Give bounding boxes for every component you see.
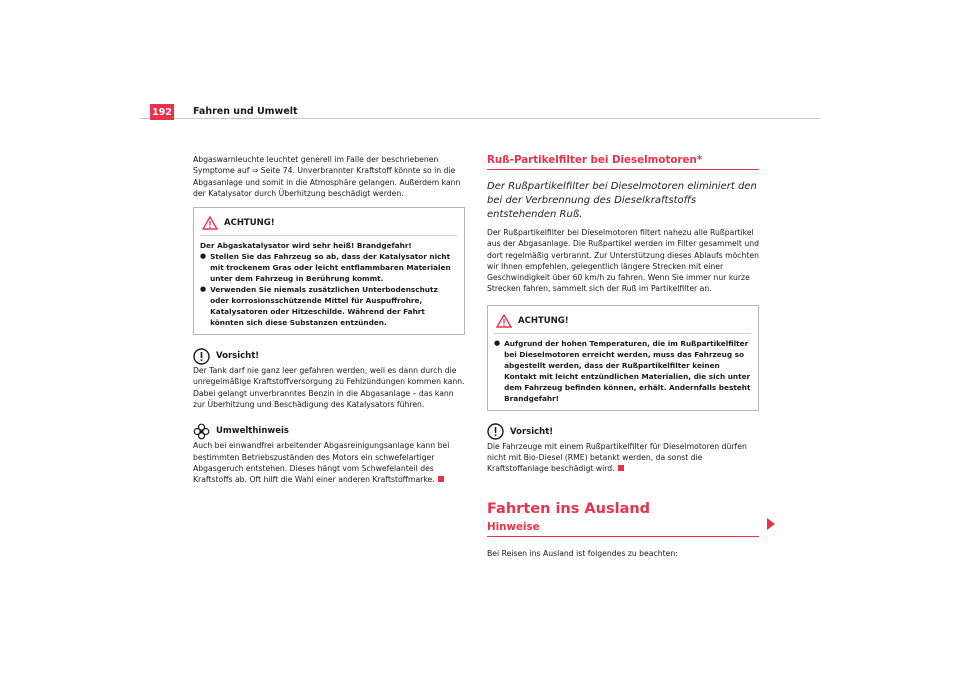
environment-header	[193, 422, 465, 440]
dpf-warning-box	[487, 305, 759, 411]
dpf-warning-divider	[494, 333, 751, 334]
header-rule	[140, 118, 820, 119]
left-column	[193, 154, 465, 486]
dpf-warning-title: ACHTUNG!	[518, 315, 569, 326]
hints-text: Bei Reisen ins Ausland ist folgendes zu beachten:	[487, 548, 678, 558]
warning-triangle-icon	[496, 314, 512, 328]
dpf-caution-text-body: Die Fahrzeuge mit einem Rußpartikelfilter für Dieselmotoren dürfen nicht mit Bio-Diesel (RME) betankt werden, da sonst die Kraftstoffanlage beschädigt wird.	[487, 441, 747, 474]
continue-arrow-icon	[767, 518, 775, 530]
dpf-heading: Ruß-Partikelfilter bei Dieselmotoren*	[487, 154, 759, 170]
end-of-section-mark	[438, 476, 444, 482]
dpf-body: Der Rußpartikelfilter bei Dieselmotoren filtert nahezu alle Rußpartikel aus der Abgasanlage. Die Rußpartikel werden im Filter gesammelt und dort regelmäßig verbrannt. Zur Unterstützung dieses Ablaufs möchten wir Ihnen empfehlen, gelegentlich längere Strecken mit einer Geschwindigkeit über 60 km/h zu fahren. Wenn Sie immer nur kurze Strecken fahren, sammelt sich der Ruß im Partikelfilter an.	[487, 228, 760, 294]
end-of-section-mark	[618, 465, 624, 471]
section-title: Fahren und Umwelt	[193, 106, 298, 117]
caution-header	[193, 347, 465, 365]
warning-header	[200, 214, 457, 232]
environment-text	[193, 440, 465, 485]
caution-text: Der Tank darf nie ganz leer gefahren werden, weil es dann durch die unregelmäßige Kraftstoffversorgung zu Fehlzündungen kommen kann. Dabei gelangt unverbranntes Benzin in die Abgasanlage – das kann zur Überhitzung und Beschädigung des Katalysators führen.	[193, 366, 465, 410]
warning-bullet	[200, 284, 457, 328]
hints-heading: Hinweise	[487, 521, 759, 537]
dpf-warning-bullet-text: Aufgrund der hohen Temperaturen, die im Rußpartikelfilter bei Dieselmotoren erreicht werden, muss das Fahrzeug so abgestellt werden, dass der Rußpartikelfilter keinen Kontakt mit leicht entzündlichen Materialien, die sich unter dem Fahrzeug befinden können, erhält. Andernfalls besteht Brandgefahr!	[504, 338, 751, 403]
dpf-lead: Der Rußpartikelfilter bei Dieselmotoren eliminiert den bei der Verbrennung des Dieselkraftstoffs entstehenden Ruß.	[487, 181, 757, 220]
dpf-caution-text	[487, 441, 759, 475]
warning-bullet	[200, 251, 457, 284]
environment-title: Umwelthinweis	[216, 426, 289, 437]
warning-bullet-text: Stellen Sie das Fahrzeug so ab, dass der Katalysator nicht mit trockenem Gras oder leicht entflammbaren Materialen unter dem Fahrzeug in Berührung kommt.	[210, 252, 451, 284]
bullet-icon: ●	[494, 338, 501, 347]
flower-icon	[193, 423, 210, 440]
warning-divider	[200, 235, 457, 236]
dpf-caution-header	[487, 423, 759, 441]
caution-title: Vorsicht!	[216, 351, 260, 362]
dpf-warning-header	[494, 312, 751, 330]
dpf-warning-bullet	[494, 338, 751, 404]
intro-paragraph: Abgaswarnleuchte leuchtet generell im Falle der beschriebenen Symptome auf ⇒ Seite 74. Unverbrannter Kraftstoff könnte so in die Abgasanlage und somit in die Atmosphäre gelangen. Außerdem kann der Katalysator durch Überhitzung beschädigt werden.	[193, 155, 461, 198]
abroad-heading: Fahrten ins Ausland	[487, 500, 651, 517]
warning-bullet-text: Verwenden Sie niemals zusätzlichen Unterbodenschutz oder korrosionsschützende Mittel für Auspuffrohre, Katalysatoren oder Hitzeschilde. Während der Fahrt könnten sich diese Substanzen entzünden.	[210, 285, 438, 328]
bullet-icon: ●	[200, 285, 207, 294]
environment-text-body: Auch bei einwandfrei arbeitender Abgasreinigungsanlage kann bei bestimmten Betriebszuständen des Motors ein schwefelartiger Abgasgeruch entstehen. Dieses hängt vom Schwefelanteil des Kraftstoffs ab. Oft hilft die Wahl einer anderen Kraftstoffmarke.	[193, 441, 450, 485]
warning-triangle-icon	[202, 216, 218, 230]
dpf-caution-title: Vorsicht!	[510, 426, 554, 437]
caution-exclamation-icon	[487, 423, 504, 440]
page-number: 192	[150, 104, 174, 120]
warning-lead: Der Abgaskatalysator wird sehr heiß! Brandgefahr!	[200, 241, 412, 251]
right-column	[487, 154, 759, 559]
warning-box	[193, 207, 465, 335]
warning-title: ACHTUNG!	[224, 218, 275, 229]
bullet-icon: ●	[200, 252, 207, 261]
caution-exclamation-icon	[193, 348, 210, 365]
